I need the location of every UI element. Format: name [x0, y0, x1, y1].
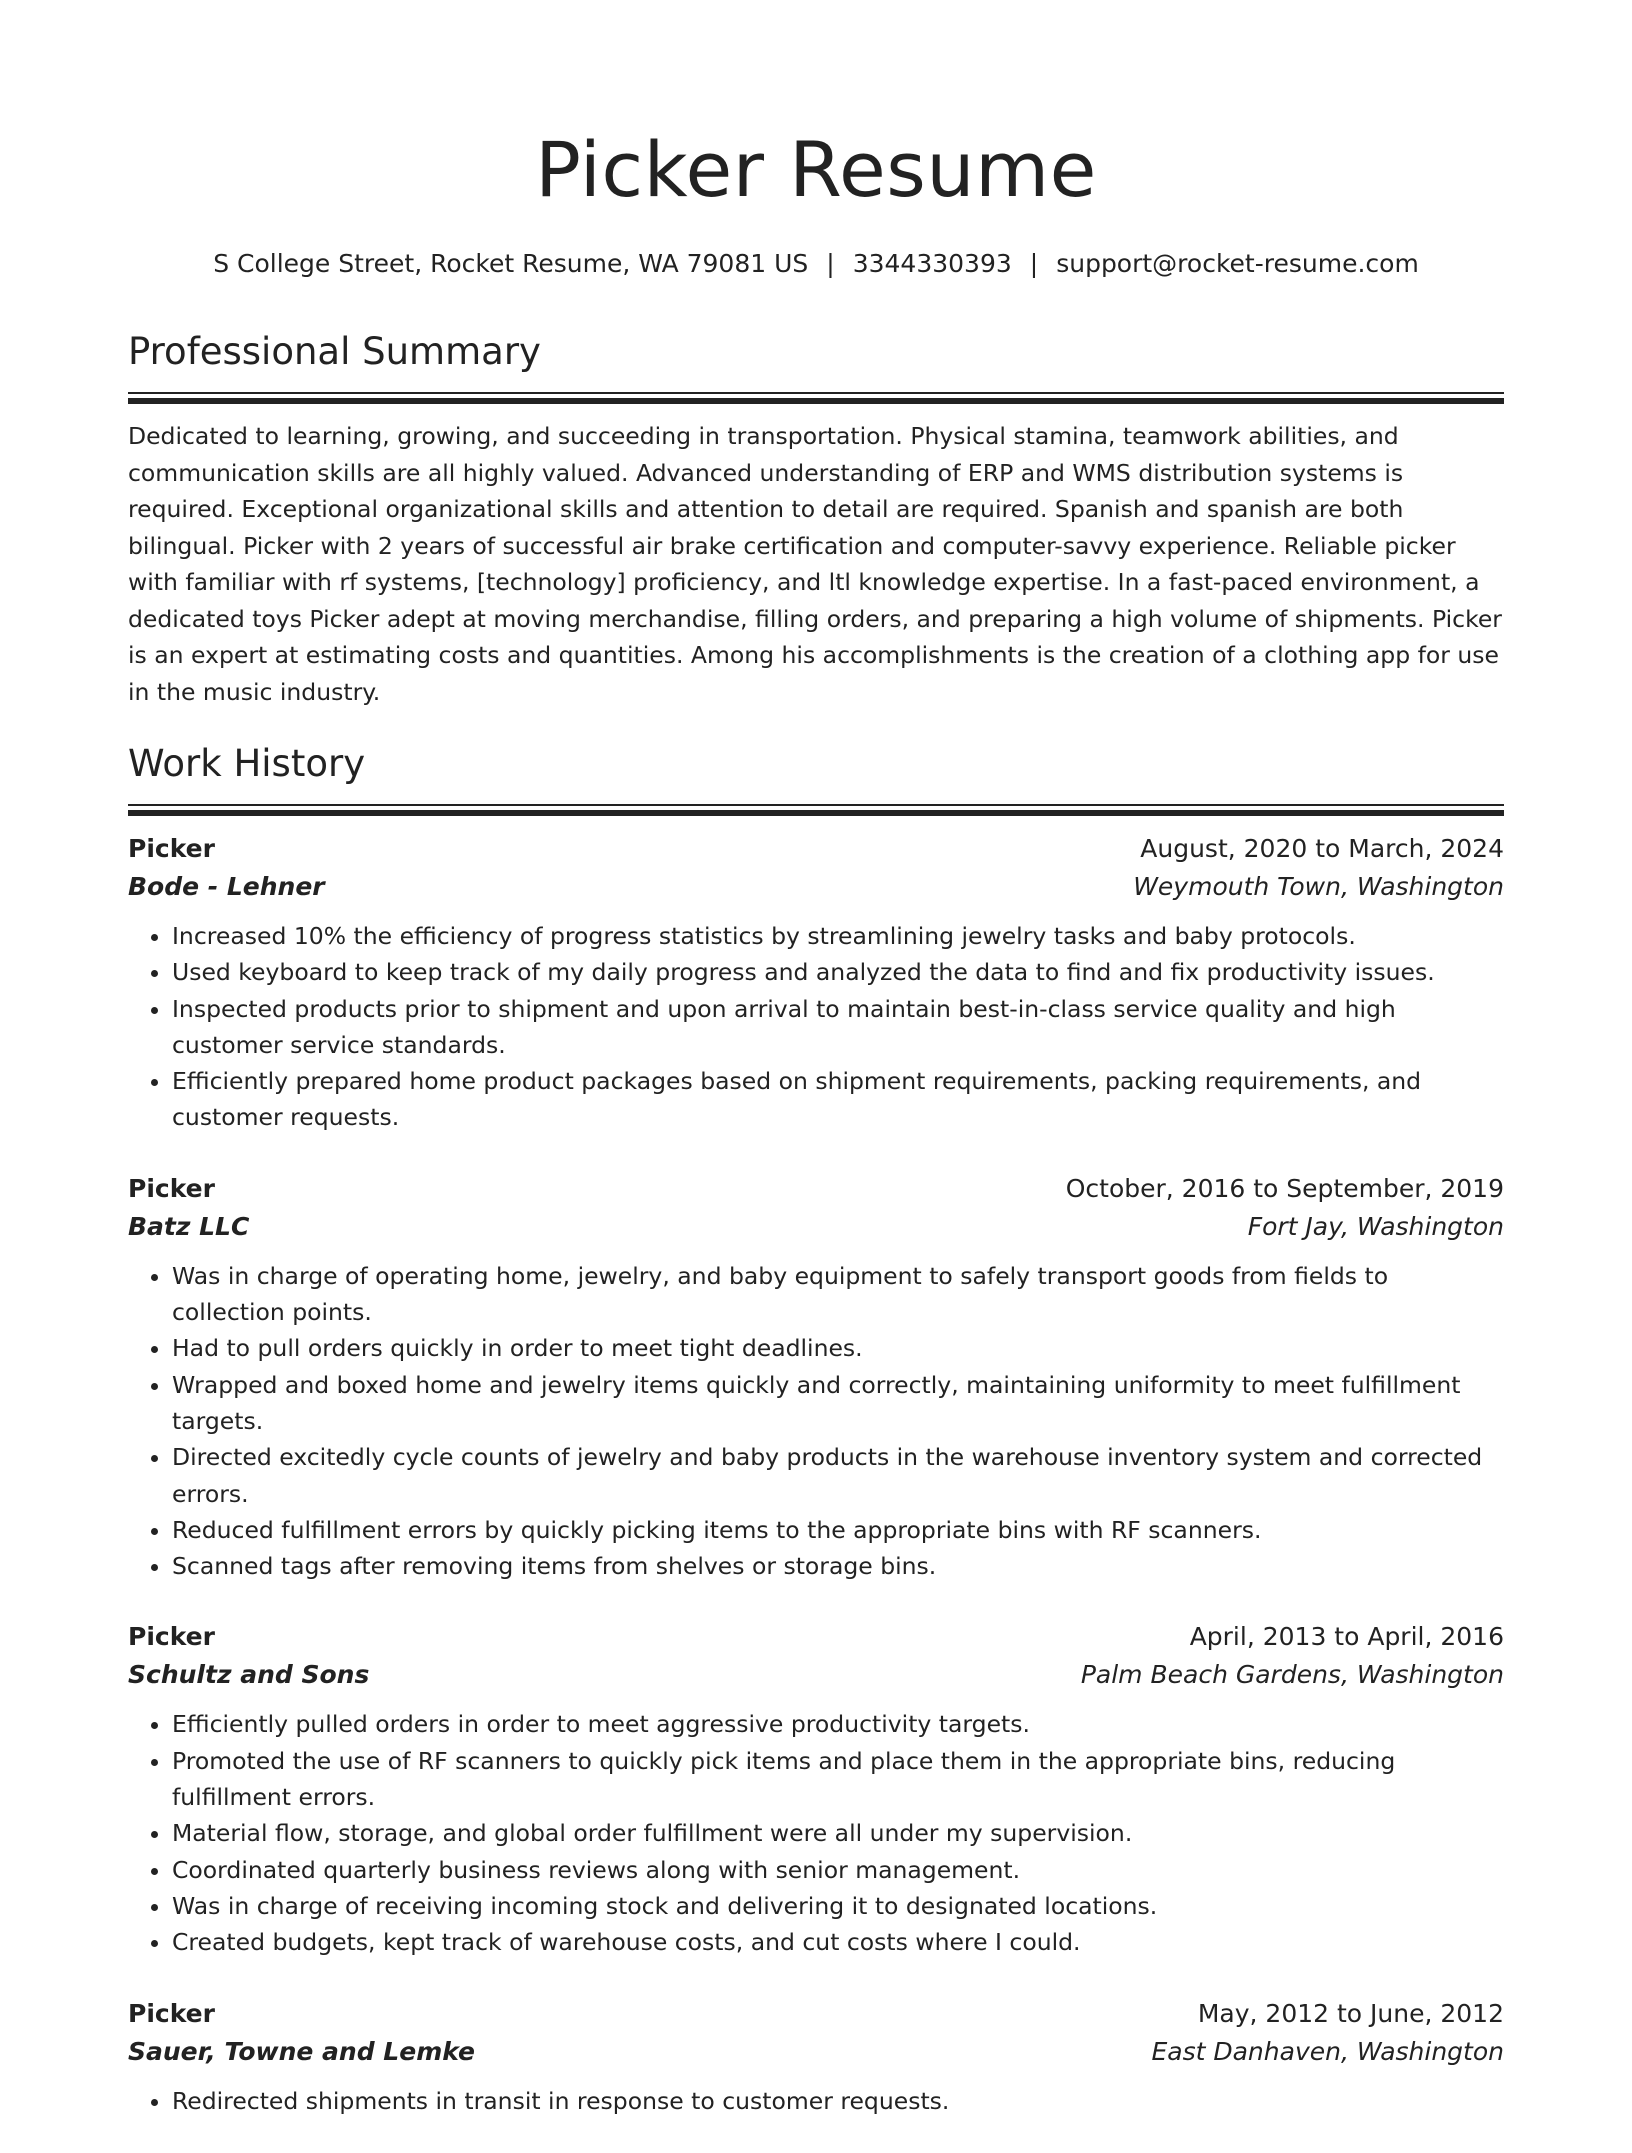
- job-bullet: • Used keyboard to keep track of my daily progress and analyzed the data to find and fix productivity issues.: [172, 954, 1504, 990]
- job-bullets: [128, 1706, 1504, 1960]
- contact-phone: 3344330393: [852, 249, 1012, 278]
- job-bullet: • Efficiently prepared home product packages based on shipment requirements, packing requirements, and customer requests.: [172, 1063, 1504, 1136]
- contact-address: S College Street, Rocket Resume, WA 79081 US: [213, 249, 809, 278]
- job-bullet: • Promoted the use of RF scanners to quickly pick items and place them in the appropriate bins, reducing fulfillment errors.: [172, 1743, 1504, 1816]
- contact-separator: |: [1029, 249, 1039, 278]
- job-bullet: • Increased 10% the efficiency of progress statistics by streamlining jewelry tasks and baby protocols.: [172, 918, 1504, 954]
- job-dates: May, 2012 to June, 2012: [1197, 1998, 1504, 2028]
- work-heading: Work History: [128, 742, 366, 785]
- work-history-list: [128, 830, 1504, 2119]
- job-company: Sauer, Towne and Lemke: [128, 2036, 475, 2066]
- job-title: Picker: [128, 1173, 215, 1203]
- job-location: Palm Beach Gardens, Washington: [1080, 1660, 1504, 1690]
- contact-email: support@rocket-resume.com: [1056, 249, 1419, 278]
- job-entry: [128, 830, 1504, 1136]
- resume-page: [128, 0, 1504, 2153]
- job-company: Batz LLC: [128, 1211, 250, 1241]
- job-title: Picker: [128, 1998, 215, 2028]
- section-divider: [128, 804, 1504, 816]
- job-bullet: • Material flow, storage, and global order fulfillment were all under my supervision.: [172, 1815, 1504, 1851]
- job-bullet: • Reduced fulfillment errors by quickly picking items to the appropriate bins with RF scanners.: [172, 1512, 1504, 1548]
- job-bullet: • Efficiently pulled orders in order to meet aggressive productivity targets.: [172, 1706, 1504, 1742]
- job-bullet: • Was in charge of receiving incoming stock and delivering it to designated locations.: [172, 1888, 1504, 1924]
- resume-title: Picker Resume: [535, 125, 1097, 214]
- contact-separator: |: [826, 249, 835, 278]
- job-location: East Danhaven, Washington: [1151, 2036, 1504, 2066]
- job-dates: October, 2016 to September, 2019: [1065, 1173, 1504, 1203]
- job-location: Fort Jay, Washington: [1247, 1211, 1504, 1241]
- summary-section-header: [128, 328, 1504, 404]
- job-bullet: • Coordinated quarterly business reviews along with senior management.: [172, 1852, 1504, 1888]
- job-entry: [128, 1995, 1504, 2119]
- job-bullet: • Wrapped and boxed home and jewelry items quickly and correctly, maintaining uniformity to meet fulfillment targets.: [172, 1367, 1504, 1440]
- job-entry: [128, 1618, 1504, 1960]
- work-section-header: [128, 740, 1504, 816]
- job-title: Picker: [128, 834, 215, 863]
- job-title: Picker: [128, 1622, 215, 1652]
- job-bullet: • Was in charge of operating home, jewelry, and baby equipment to safely transport goods from fields to collection points.: [172, 1258, 1504, 1331]
- job-location: Weymouth Town, Washington: [1133, 872, 1504, 901]
- job-dates: August, 2020 to March, 2024: [1140, 834, 1504, 863]
- contact-line: [128, 248, 1504, 280]
- job-company: Bode - Lehner: [128, 872, 325, 901]
- job-bullets: [128, 2083, 1504, 2119]
- job-bullet: • Had to pull orders quickly in order to meet tight deadlines.: [172, 1330, 1504, 1366]
- job-bullets: [128, 918, 1504, 1136]
- summary-heading: Professional Summary: [128, 330, 541, 373]
- job-bullet: • Directed excitedly cycle counts of jewelry and baby products in the warehouse inventory system and corrected errors.: [172, 1439, 1504, 1512]
- job-dates: April, 2013 to April, 2016: [1189, 1622, 1504, 1652]
- job-bullets: [128, 1258, 1504, 1585]
- job-bullet: • Created budgets, kept track of warehouse costs, and cut costs where I could.: [172, 1924, 1504, 1960]
- job-company: Schultz and Sons: [128, 1660, 370, 1690]
- job-bullet: • Redirected shipments in transit in response to customer requests.: [172, 2083, 1504, 2119]
- summary-text: Dedicated to learning, growing, and succeeding in transportation. Physical stamina, teamwork abilities, and communication skills are all highly valued. Advanced understanding of ERP and WMS distribution systems is required. Exceptional organizational skills and attention to detail are required. Spanish and spanish are both bilingual. Picker with 2 years of successful air brake certification and computer-savvy experience. Reliable picker with familiar with rf systems, [technology] proficiency, and ltl knowledge expertise. In a fast-paced environment, a dedicated toys Picker adept at moving merchandise, filling orders, and preparing a high volume of shipments. Picker is an expert at estimating costs and quantities. Among his accomplishments is the creation of a clothing app for use in the music industry.: [128, 422, 1502, 706]
- section-divider: [128, 392, 1504, 404]
- job-bullet: • Inspected products prior to shipment and upon arrival to maintain best-in-class service quality and high customer service standards.: [172, 991, 1504, 1064]
- job-entry: [128, 1170, 1504, 1585]
- job-bullet: • Scanned tags after removing items from shelves or storage bins.: [172, 1548, 1504, 1584]
